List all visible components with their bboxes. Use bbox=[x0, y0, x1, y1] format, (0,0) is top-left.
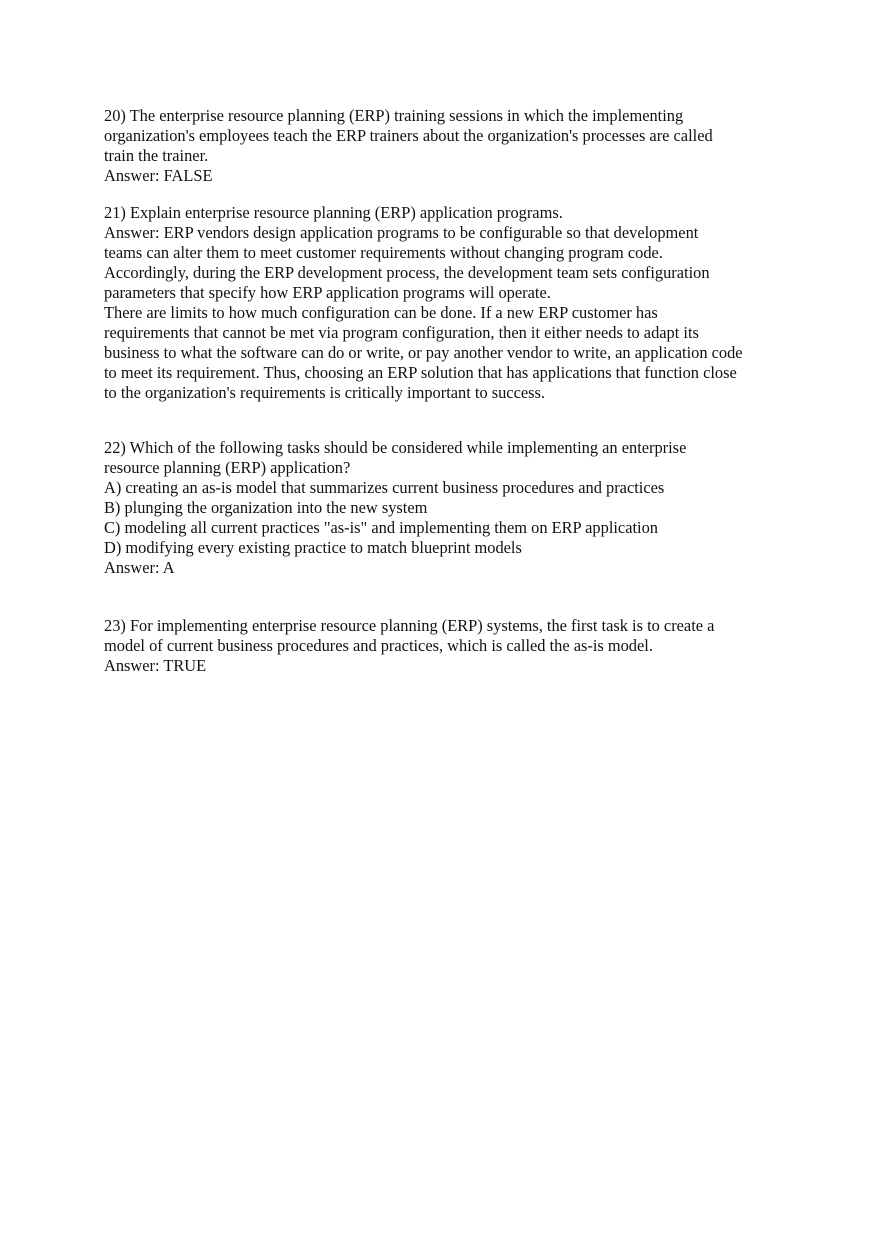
answer-line: Answer: TRUE bbox=[104, 656, 207, 675]
question-text-line: organization's employees teach the ERP trainers about the organization's processes are called bbox=[104, 126, 713, 145]
answer-text-line: to the organization's requirements is critically important to success. bbox=[104, 383, 545, 402]
answer-text-line: requirements that cannot be met via program configuration, then it either needs to adapt its bbox=[104, 323, 699, 342]
question-text-line: 21) Explain enterprise resource planning (ERP) application programs. bbox=[104, 203, 563, 222]
option-d: D) modifying every existing practice to match blueprint models bbox=[104, 538, 522, 557]
question-text-line: train the trainer. bbox=[104, 146, 209, 165]
answer-text-line: Accordingly, during the ERP development process, the development team sets configuration bbox=[104, 263, 710, 282]
question-text-line: resource planning (ERP) application? bbox=[104, 458, 351, 477]
question-text-line: 23) For implementing enterprise resource planning (ERP) systems, the first task is to create a bbox=[104, 616, 715, 635]
answer-text-line: to meet its requirement. Thus, choosing an ERP solution that has applications that function close bbox=[104, 363, 737, 382]
question-20 bbox=[104, 106, 794, 186]
option-c: C) modeling all current practices "as-is" and implementing them on ERP application bbox=[104, 518, 658, 537]
question-22 bbox=[104, 438, 794, 578]
option-a: A) creating an as-is model that summarizes current business procedures and practices bbox=[104, 478, 665, 497]
question-text-line: model of current business procedures and practices, which is called the as-is model. bbox=[104, 636, 653, 655]
question-21 bbox=[104, 203, 794, 403]
answer-text-line: parameters that specify how ERP application programs will operate. bbox=[104, 283, 551, 302]
answer-text-line: There are limits to how much configuration can be done. If a new ERP customer has bbox=[104, 303, 658, 322]
question-23 bbox=[104, 616, 794, 676]
answer-text-line: business to what the software can do or write, or pay another vendor to write, an application code bbox=[104, 343, 743, 362]
answer-line: Answer: A bbox=[104, 558, 175, 577]
answer-line: Answer: FALSE bbox=[104, 166, 213, 185]
answer-text-line: teams can alter them to meet customer requirements without changing program code. bbox=[104, 243, 663, 262]
question-text-line: 22) Which of the following tasks should be considered while implementing an enterprise bbox=[104, 438, 687, 457]
option-b: B) plunging the organization into the new system bbox=[104, 498, 428, 517]
answer-line: Answer: ERP vendors design application programs to be configurable so that development bbox=[104, 223, 699, 242]
question-text-line: 20) The enterprise resource planning (ERP) training sessions in which the implementing bbox=[104, 106, 684, 125]
